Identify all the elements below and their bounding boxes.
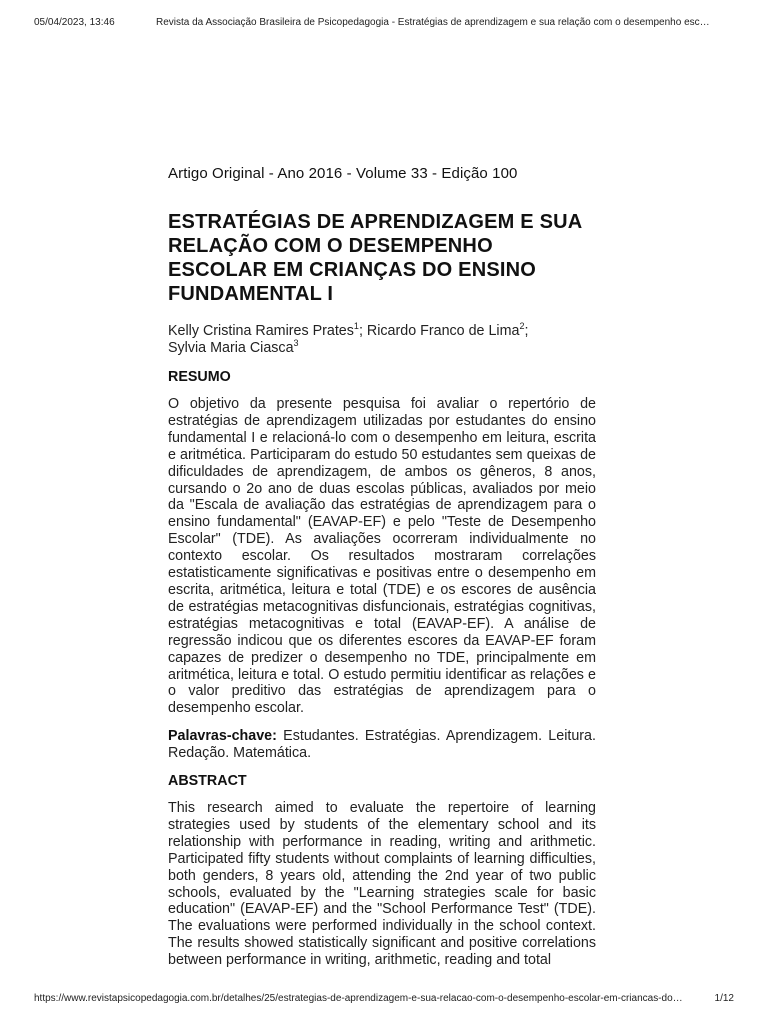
abstract-text: This research aimed to evaluate the repertoire of learning strategies used by students of the elementary school and its relationship with performance in reading, writing and arithmetic. Participated fifty students without complaints of learning difficulties, both genders, 8 years old, attending the 2nd year of two public schools, evaluated by the "Learning strategies scale for basic education" (EAVAP-EF) and the "School Performance Test" (TDE). The evaluations were performed individually in the school context. The results showed statistically significant and positive correlations between performance in writing, arithmetic, reading and total xyxy=(168,800,596,969)
abstract-heading: ABSTRACT xyxy=(168,773,247,790)
keywords-text: Estudantes. Estratégias. Aprendizagem. Leitura. Redação. Matemática. xyxy=(168,728,596,762)
page-indicator: 1/12 xyxy=(714,993,734,1004)
print-url[interactable]: https://www.revistapsicopedagogia.com.br/detalhes/25/estrategias-de-aprendizagem-e-sua-relacao-com-o-desempenho-escolar-em-criancas-do… xyxy=(34,993,683,1004)
author-ref: 1 xyxy=(353,321,359,332)
print-page-title: Revista da Associação Brasileira de Psicopedagogia - Estratégias de aprendizagem e sua relação com o desempenho esc… xyxy=(156,17,710,28)
author-ref: 3 xyxy=(293,338,299,349)
author-separator: ; xyxy=(358,323,367,339)
article-meta: Artigo Original - Ano 2016 - Volume 33 - Edição 100 xyxy=(168,165,518,182)
author-name[interactable]: Kelly Cristina Ramires Prates xyxy=(168,323,354,339)
keywords xyxy=(168,728,596,762)
resumo-text: O objetivo da presente pesquisa foi avaliar o repertório de estratégias de aprendizagem utilizadas por estudantes do ensino fundamental I e relacioná-lo com o desempenho em leitura, escrita e aritmética. Participaram do estudo 50 estudantes sem queixas de dificuldades de aprendizagem, de ambos os gêneros, 8 anos, cursando o 2o ano de duas escolas públicas, avaliados por meio da "Escala de avaliação das estratégias de aprendizagem para o ensino fundamental" (EAVAP-EF) e pelo "Teste de Desempenho Escolar" (TDE). As avaliações ocorreram individualmente no contexto escolar. Os resultados mostraram correlações estatisticamente significativas e positivas entre o desempenho em escrita, aritmética, leitura e total (TDE) e os escores de ausência de estratégias metacognitivas disfuncionais, estratégias cognitivas, estratégias metacognitivas e total (EAVAP-EF). A análise de regressão indicou que os diferentes escores da EAVAP-EF foram capazes de predizer o desempenho no TDE, principalmente em aritmética, leitura e total. O estudo permitiu identificar as relações e o valor preditivo das estratégias de aprendizagem para o desempenho escolar. xyxy=(168,396,596,717)
keywords-label: Palavras-chave: xyxy=(168,728,277,745)
print-datetime: 05/04/2023, 13:46 xyxy=(34,17,115,28)
print-header xyxy=(34,17,734,31)
author-separator: ; xyxy=(524,323,529,339)
author-ref: 2 xyxy=(519,321,525,332)
resumo-heading: RESUMO xyxy=(168,369,231,385)
print-footer xyxy=(34,993,734,1007)
author-name[interactable]: Ricardo Franco de Lima xyxy=(366,323,520,339)
article-title: ESTRATÉGIAS DE APRENDIZAGEM E SUA RELAÇÃO COM O DESEMPENHO ESCOLAR EM CRIANÇAS DO ENSINO FUNDAMENTAL I xyxy=(168,211,582,305)
author-list xyxy=(168,323,596,357)
article-content xyxy=(168,165,596,980)
author-name[interactable]: Sylvia Maria Ciasca xyxy=(168,340,294,356)
